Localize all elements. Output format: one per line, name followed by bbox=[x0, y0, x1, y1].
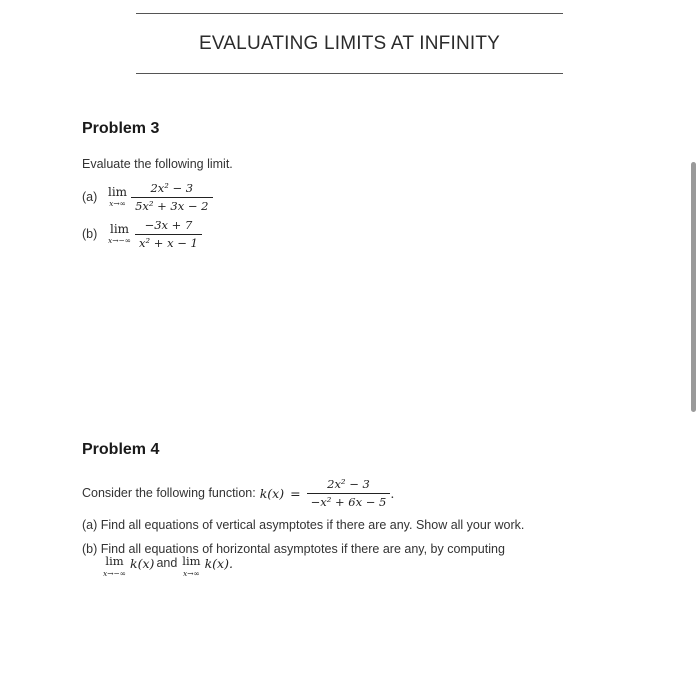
lim-subscript: x→−∞ bbox=[108, 236, 132, 246]
page-title: EVALUATING LIMITS AT INFINITY bbox=[198, 33, 501, 54]
limit-operator bbox=[108, 186, 127, 208]
lim-word: lim bbox=[105, 554, 124, 568]
fraction bbox=[135, 219, 202, 249]
function-definition bbox=[82, 478, 394, 508]
vertical-scrollbar[interactable] bbox=[691, 162, 696, 412]
numerator: −3x + 7 bbox=[144, 218, 193, 232]
limit-operator bbox=[108, 223, 131, 245]
limit-operator bbox=[103, 556, 126, 577]
numerator: 2x² − 3 bbox=[150, 181, 194, 195]
numerator: 2x² − 3 bbox=[327, 477, 370, 491]
denominator: 5x² + 3x − 2 bbox=[131, 197, 212, 213]
denominator: −x² + 6x − 5 bbox=[307, 493, 391, 509]
fraction bbox=[131, 182, 212, 212]
limit-operator bbox=[182, 556, 200, 577]
problem-4-item-b: (b) Find all equations of horizontal asymptotes if there are any, by computing bbox=[82, 542, 505, 556]
problem-4-item-a: (a) Find all equations of vertical asymptotes if there are any. Show all your work. bbox=[82, 518, 525, 532]
period: . bbox=[390, 485, 395, 501]
lim-subscript: x→∞ bbox=[109, 199, 126, 209]
lim-word: lim bbox=[182, 554, 201, 568]
header-top-rule bbox=[136, 13, 563, 14]
problem-4-limits-line bbox=[103, 556, 233, 577]
limit-expression: k(x). bbox=[204, 556, 233, 571]
denominator: x² + x − 1 bbox=[135, 234, 202, 250]
lim-subscript: x→∞ bbox=[183, 568, 200, 578]
function-name: k(x) bbox=[259, 485, 285, 501]
problem-3-part-b bbox=[82, 219, 202, 249]
problem-4-heading: Problem 4 bbox=[82, 441, 160, 458]
problem-3-instruction: Evaluate the following limit. bbox=[82, 157, 233, 171]
limit-expression: k(x) bbox=[130, 556, 155, 571]
problem-3-part-a bbox=[82, 182, 213, 212]
part-b-label: (b) bbox=[82, 227, 98, 242]
connector-text: and bbox=[156, 556, 178, 570]
function-fraction bbox=[307, 478, 391, 508]
lim-word: lim bbox=[108, 185, 128, 200]
header-bottom-rule bbox=[136, 73, 563, 74]
equals-sign: = bbox=[290, 485, 301, 501]
problem-3-heading: Problem 3 bbox=[82, 120, 160, 137]
lim-word: lim bbox=[109, 222, 130, 237]
lim-subscript: x→−∞ bbox=[103, 568, 127, 578]
function-lead-text: Consider the following function: bbox=[82, 486, 256, 501]
part-a-label: (a) bbox=[82, 190, 98, 205]
